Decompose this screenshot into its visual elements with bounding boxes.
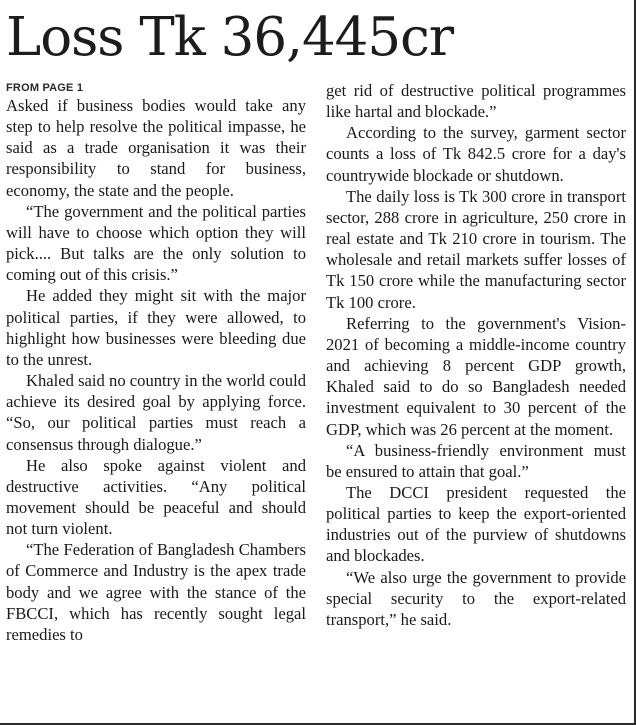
paragraph: get rid of destructive political programmes like hartal and blockade.”	[326, 81, 626, 122]
paragraph: Asked if business bodies would take any step to help resolve the political impasse, he said as a trade organisation it was their responsibility to stand for business, economy, the state and the people.	[6, 96, 306, 200]
paragraph: “The government and the political parties will have to choose which option they will pick.... But talks are the only solution to coming out of this crisis.”	[6, 201, 306, 285]
headline: Loss Tk 36,445cr	[6, 7, 454, 68]
paragraph: “We also urge the government to provide special security to the export-related transport,” he said.	[326, 567, 626, 629]
article-column-right	[326, 80, 626, 630]
continuation-kicker: FROM PAGE 1	[6, 82, 84, 94]
paragraph: He added they might sit with the major political parties, if they were allowed, to highlight how businesses were bleeding due to the unrest.	[6, 286, 306, 369]
paragraph: He also spoke against violent and destructive activities. “Any political movement should be peaceful and should not turn violent.	[6, 455, 306, 539]
paragraph: The daily loss is Tk 300 crore in transport sector, 288 crore in agriculture, 250 crore in real estate and Tk 210 crore in tourism. The wholesale and retail markets suffer losses of Tk 150 crore while the manufacturing sector Tk 100 crore.	[326, 186, 626, 312]
paragraph: According to the survey, garment sector counts a loss of Tk 842.5 crore for a day's countrywide blockade or shutdown.	[326, 123, 626, 185]
article-column-left	[6, 80, 306, 645]
paragraph: “A business-friendly environment must be ensured to attain that goal.”	[326, 440, 626, 481]
paragraph: “The Federation of Bangladesh Chambers of Commerce and Industry is the apex trade body and we agree with the stance of the FBCCI, which has recently sought legal remedies to	[6, 540, 306, 644]
paragraph: Khaled said no country in the world could achieve its desired goal by applying force. “So, our political parties must reach a consensus through dialogue.”	[6, 371, 306, 454]
paragraph: Referring to the government's Vision-2021 of becoming a middle-income country and achieving 8 percent GDP growth, Khaled said to do so Bangladesh needed investment equivalent to 30 percent of the GDP, which was 26 percent at the moment.	[326, 313, 626, 439]
paragraph: The DCCI president requested the political parties to keep the export-oriented industries out of the purview of shutdowns and blockades.	[326, 482, 626, 566]
